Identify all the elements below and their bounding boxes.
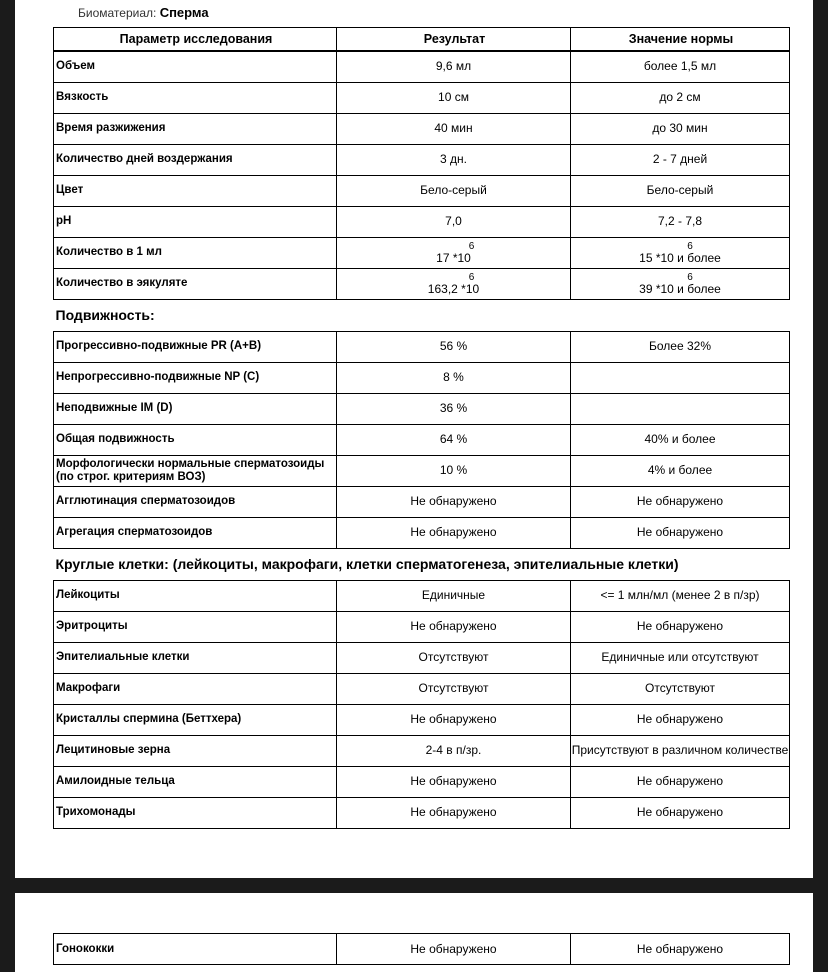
header-param: Параметр исследования — [54, 28, 337, 52]
result-cell: 36 % — [337, 393, 571, 424]
result-cell: 3 дн. — [337, 144, 571, 175]
norm-cell: до 30 мин — [571, 113, 790, 144]
norm-cell: <= 1 млн/мл (менее 2 в п/зр) — [571, 580, 790, 611]
result-cell: Не обнаружено — [337, 611, 571, 642]
table-row — [54, 113, 790, 144]
value-text: 15 *10 и более — [639, 250, 721, 265]
result-cell: 56 % — [337, 331, 571, 362]
biomaterial-line — [78, 5, 209, 20]
table-row — [54, 517, 790, 548]
biomaterial-value: Сперма — [159, 5, 209, 20]
result-cell: Не обнаружено — [337, 704, 571, 735]
param-cell: Неподвижные IM (D) — [54, 393, 337, 424]
round-cells-section — [54, 548, 790, 580]
result-cell — [337, 237, 571, 268]
norm-cell: Не обнаружено — [571, 797, 790, 828]
table-header — [54, 28, 790, 52]
value-text: 39 *10 и более — [639, 281, 721, 296]
norm-cell: Присутствуют в различном количестве — [571, 735, 790, 766]
param-cell: Морфологически нормальные сперматозоиды (по строг. критериям ВОЗ) — [54, 455, 337, 486]
norm-cell — [571, 268, 790, 299]
norm-cell: Более 32% — [571, 331, 790, 362]
param-cell: Вязкость — [54, 82, 337, 113]
param-cell: Кристаллы спермина (Беттхера) — [54, 704, 337, 735]
norm-cell: 40% и более — [571, 424, 790, 455]
norm-cell: 7,2 - 7,8 — [571, 206, 790, 237]
param-cell: Количество в эякуляте — [54, 268, 337, 299]
table-row — [54, 362, 790, 393]
norm-cell: более 1,5 мл — [571, 51, 790, 82]
result-cell: 10 см — [337, 82, 571, 113]
param-cell: Агглютинация сперматозоидов — [54, 486, 337, 517]
result-cell: 8 % — [337, 362, 571, 393]
table-row — [54, 486, 790, 517]
header-norm: Значение нормы — [571, 28, 790, 52]
result-cell: Не обнаружено — [337, 797, 571, 828]
param-cell: Лецитиновые зерна — [54, 735, 337, 766]
param-cell: Непрогрессивно-подвижные NP (C) — [54, 362, 337, 393]
value-text: 163,2 *10 — [427, 281, 480, 296]
param-cell: Время разжижения — [54, 113, 337, 144]
result-cell: Единичные — [337, 580, 571, 611]
param-cell: Объем — [54, 51, 337, 82]
exponent: 6 — [687, 240, 693, 252]
table-row — [54, 82, 790, 113]
param-cell: Трихомонады — [54, 797, 337, 828]
table-row — [54, 673, 790, 704]
norm-cell: до 2 см — [571, 82, 790, 113]
motility-section-title: Подвижность: — [55, 307, 155, 323]
norm-cell: Отсутствуют — [571, 673, 790, 704]
result-cell: 64 % — [337, 424, 571, 455]
param-cell: Количество в 1 мл — [54, 237, 337, 268]
table-row — [54, 611, 790, 642]
table-row — [54, 934, 790, 965]
results-table-continued — [53, 933, 790, 965]
table-row — [54, 331, 790, 362]
result-cell: Отсутствуют — [337, 673, 571, 704]
param-cell: Общая подвижность — [54, 424, 337, 455]
result-cell: Не обнаружено — [337, 766, 571, 797]
table-row — [54, 455, 790, 486]
result-cell: Отсутствуют — [337, 642, 571, 673]
norm-cell — [571, 237, 790, 268]
param-cell: Количество дней воздержания — [54, 144, 337, 175]
param-cell: Макрофаги — [54, 673, 337, 704]
norm-cell — [571, 362, 790, 393]
biomaterial-label: Биоматериал: — [78, 6, 157, 20]
norm-cell: 2 - 7 дней — [571, 144, 790, 175]
result-cell: Не обнаружено — [337, 486, 571, 517]
result-cell: 7,0 — [337, 206, 571, 237]
table-row — [54, 766, 790, 797]
exponent: 6 — [468, 271, 475, 283]
param-cell: Эпителиальные клетки — [54, 642, 337, 673]
result-cell: Не обнаружено — [337, 517, 571, 548]
table-row — [54, 424, 790, 455]
result-cell: Бело-серый — [337, 175, 571, 206]
norm-cell: 4% и более — [571, 455, 790, 486]
result-cell: Не обнаружено — [337, 934, 571, 965]
table-row — [54, 735, 790, 766]
table-row — [54, 268, 790, 299]
table-row — [54, 51, 790, 82]
result-cell: 40 мин — [337, 113, 571, 144]
results-table — [53, 27, 790, 829]
value-text: 17 *10 — [436, 250, 471, 265]
exponent: 6 — [687, 271, 693, 283]
page-1 — [15, 0, 813, 878]
norm-cell: Не обнаружено — [571, 704, 790, 735]
result-cell — [337, 268, 571, 299]
norm-cell: Не обнаружено — [571, 766, 790, 797]
table-row — [54, 393, 790, 424]
norm-cell: Не обнаружено — [571, 611, 790, 642]
round-cells-section-title: Круглые клетки: (лейкоциты, макрофаги, клетки сперматогенеза, эпителиальные клетки) — [55, 556, 679, 572]
param-cell: Цвет — [54, 175, 337, 206]
param-cell: Гонококки — [54, 934, 337, 965]
result-cell: 2-4 в п/зр. — [337, 735, 571, 766]
table-row — [54, 580, 790, 611]
table-row — [54, 175, 790, 206]
norm-cell: Не обнаружено — [571, 517, 790, 548]
table-row — [54, 642, 790, 673]
motility-section — [54, 299, 790, 331]
param-cell: Прогрессивно-подвижные PR (A+B) — [54, 331, 337, 362]
table-row — [54, 206, 790, 237]
result-cell: 9,6 мл — [337, 51, 571, 82]
exponent: 6 — [468, 240, 475, 252]
norm-cell — [571, 393, 790, 424]
param-cell: pH — [54, 206, 337, 237]
norm-cell: Бело-серый — [571, 175, 790, 206]
result-cell: 10 % — [337, 455, 571, 486]
page-2 — [15, 893, 813, 972]
table-row — [54, 237, 790, 268]
norm-cell: Не обнаружено — [571, 934, 790, 965]
table-row — [54, 704, 790, 735]
table-row — [54, 144, 790, 175]
norm-cell: Единичные или отсутствуют — [571, 642, 790, 673]
param-cell: Лейкоциты — [54, 580, 337, 611]
param-cell: Эритроциты — [54, 611, 337, 642]
param-cell: Агрегация сперматозоидов — [54, 517, 337, 548]
header-result: Результат — [337, 28, 571, 52]
param-cell: Амилоидные тельца — [54, 766, 337, 797]
norm-cell: Не обнаружено — [571, 486, 790, 517]
table-row — [54, 797, 790, 828]
